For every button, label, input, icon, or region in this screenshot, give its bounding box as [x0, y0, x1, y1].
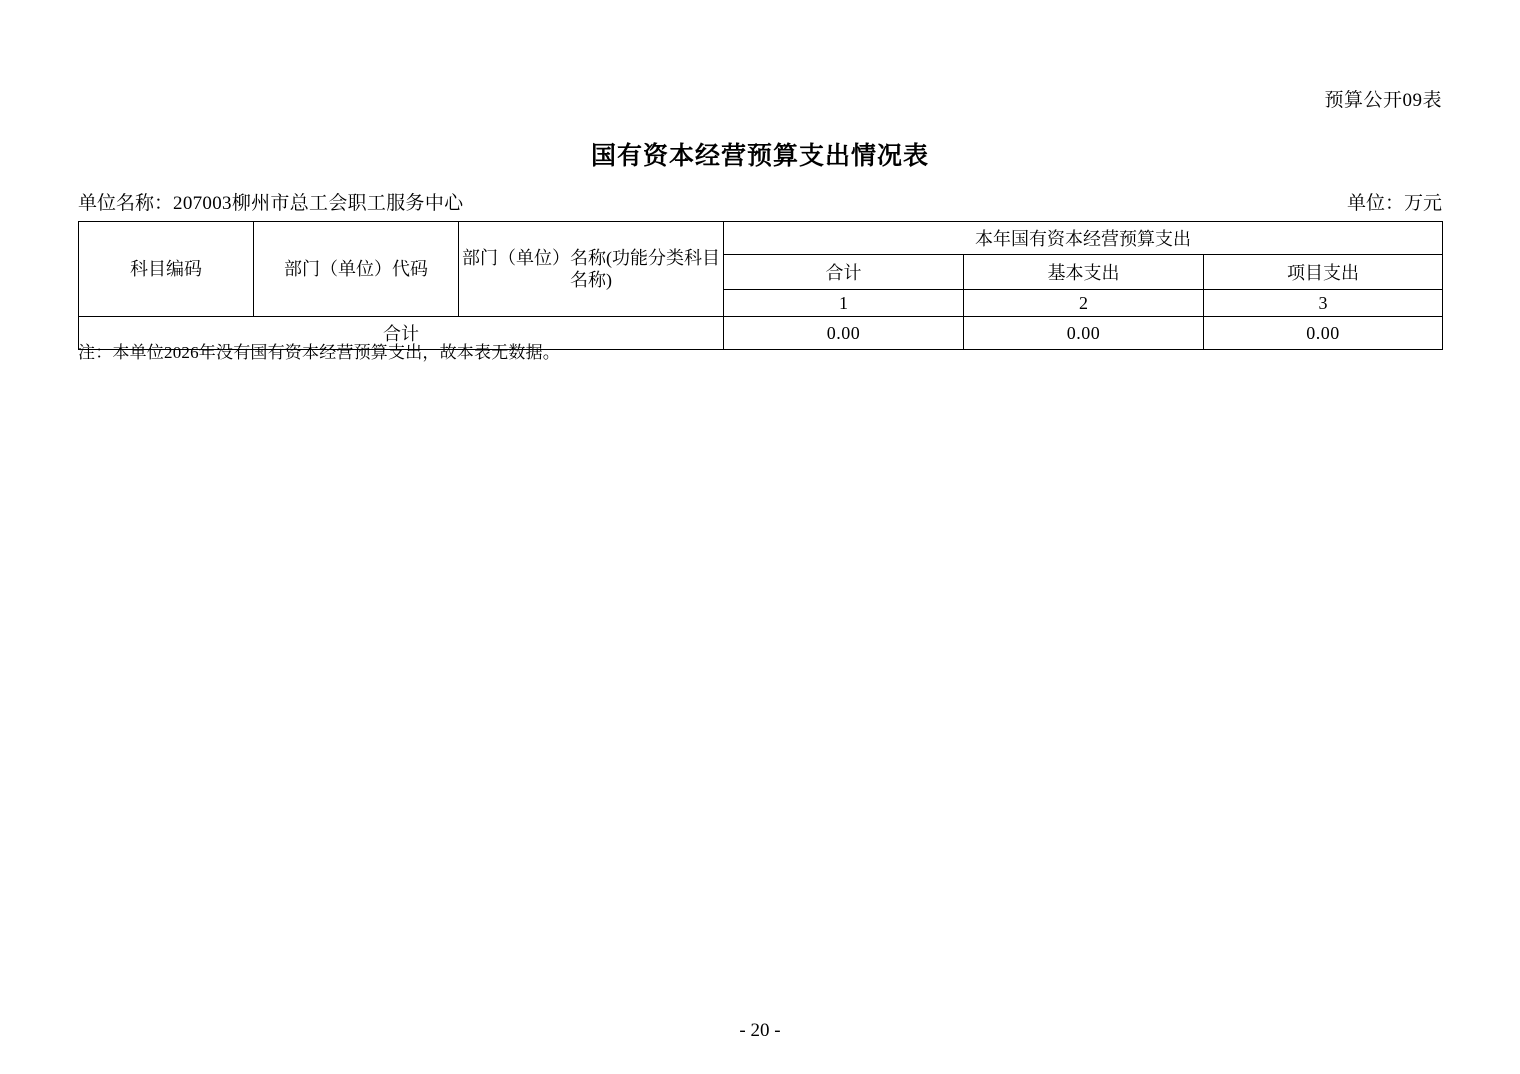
cell-basic-expenditure: 0.00: [964, 317, 1204, 350]
column-group-header-current-year: 本年国有资本经营预算支出: [724, 222, 1443, 255]
column-number-3: 3: [1204, 290, 1443, 317]
meta-row: [78, 188, 1442, 214]
form-code: 预算公开09表: [1324, 90, 1442, 111]
amount-unit-label: 单位：万元: [1346, 193, 1442, 214]
table-note: 注：本单位2026年没有国有资本经营预算支出，故本表无数据。: [78, 343, 560, 362]
cell-total: 0.00: [724, 317, 964, 350]
row-label-total: 合计: [79, 317, 724, 350]
column-header-dept-code: 部门（单位）代码: [254, 222, 459, 317]
column-number-1: 1: [724, 290, 964, 317]
column-number-2: 2: [964, 290, 1204, 317]
column-header-basic-expenditure: 基本支出: [964, 255, 1204, 290]
table-header-row-1: [79, 222, 1443, 255]
unit-name-label: 单位名称：: [78, 193, 174, 214]
page-number: - 20 -: [739, 1020, 781, 1041]
column-header-subject-code: 科目编码: [79, 222, 254, 317]
unit-name-value: 207003柳州市总工会职工服务中心: [173, 193, 464, 214]
column-header-dept-name: 部门（单位）名称(功能分类科目名称): [459, 222, 724, 317]
column-header-total: 合计: [724, 255, 964, 290]
unit-name-block: [78, 188, 463, 215]
budget-table: [78, 221, 1443, 350]
cell-project-expenditure: 0.00: [1204, 317, 1443, 350]
column-header-project-expenditure: 项目支出: [1204, 255, 1443, 290]
page-title: 国有资本经营预算支出情况表: [590, 141, 929, 170]
